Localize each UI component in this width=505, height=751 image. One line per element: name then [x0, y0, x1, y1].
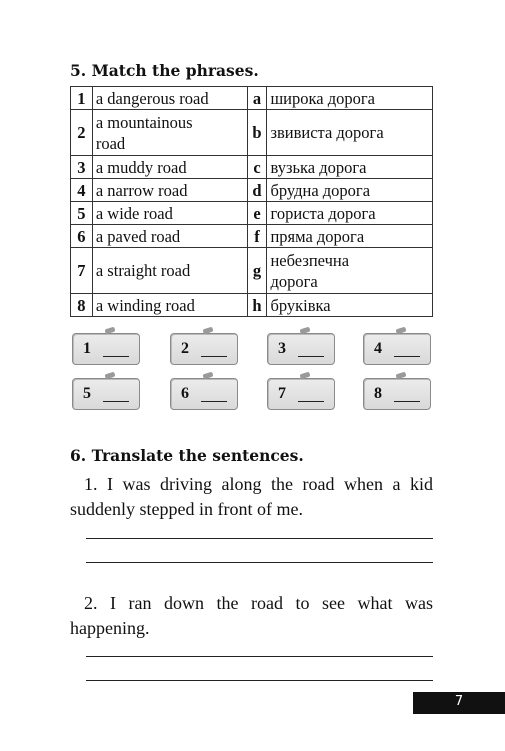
row-letter: g [247, 248, 267, 294]
ukrainian-phrase: пряма дорога [267, 225, 433, 248]
row-letter: e [247, 202, 267, 225]
pin-icon [104, 372, 115, 380]
card-number: 4 [374, 340, 382, 357]
answer-card [267, 378, 335, 410]
row-number: 8 [71, 294, 93, 317]
table-row [71, 156, 433, 179]
english-phrase: a wide road [92, 202, 247, 225]
english-phrase: a straight road [92, 248, 247, 294]
card-number: 6 [181, 385, 189, 402]
answer-blank[interactable] [394, 401, 420, 402]
pin-icon [395, 372, 406, 380]
table-row [71, 248, 433, 294]
card-number: 2 [181, 340, 189, 357]
answer-blank[interactable] [201, 356, 227, 357]
table-row [71, 179, 433, 202]
answer-blank[interactable] [298, 401, 324, 402]
pin-icon [395, 327, 406, 335]
ukrainian-phrase: брудна дорога [267, 179, 433, 202]
answer-line[interactable] [86, 680, 433, 681]
ukrainian-phrase: вузька дорога [267, 156, 433, 179]
exercise-5-title: 5. Match the phrases. [70, 61, 259, 80]
ukrainian-phrase: небезпечна дорога [267, 248, 433, 294]
answer-card [170, 333, 238, 365]
sentence-2: 2. I ran down the road to see what was happening. [70, 593, 433, 638]
row-letter: a [247, 87, 267, 110]
answer-card [170, 378, 238, 410]
row-number: 7 [71, 248, 93, 294]
english-phrase: a winding road [92, 294, 247, 317]
table-row [71, 87, 433, 110]
english-phrase: a narrow road [92, 179, 247, 202]
row-number: 2 [71, 110, 93, 156]
exercise-6-title: 6. Translate the sentences. [70, 446, 304, 465]
ukrainian-phrase: бруківка [267, 294, 433, 317]
card-number: 1 [83, 340, 91, 357]
row-number: 6 [71, 225, 93, 248]
english-phrase: a mountainous road [92, 110, 247, 156]
answer-blank[interactable] [298, 356, 324, 357]
row-number: 5 [71, 202, 93, 225]
table-row [71, 110, 433, 156]
card-number: 7 [278, 385, 286, 402]
sentence-1: 1. I was driving along the road when a kid suddenly stepped in front of me. [70, 474, 433, 519]
answer-blank[interactable] [201, 401, 227, 402]
card-number: 3 [278, 340, 286, 357]
pin-icon [299, 372, 310, 380]
answer-blank[interactable] [103, 401, 129, 402]
table-row [71, 202, 433, 225]
english-phrase: a muddy road [92, 156, 247, 179]
answer-blank[interactable] [394, 356, 420, 357]
table-row [71, 294, 433, 317]
answer-line[interactable] [86, 538, 433, 539]
answer-line[interactable] [86, 656, 433, 657]
page-number: 7 [454, 694, 464, 709]
page-number-box [413, 692, 505, 714]
answer-card [72, 333, 140, 365]
answer-card [72, 378, 140, 410]
pin-icon [299, 327, 310, 335]
answer-card [267, 333, 335, 365]
answer-card [363, 378, 431, 410]
ukrainian-phrase: широка дорога [267, 87, 433, 110]
answer-line[interactable] [86, 562, 433, 563]
match-table [70, 86, 433, 317]
english-phrase: a dangerous road [92, 87, 247, 110]
pin-icon [202, 327, 213, 335]
row-number: 3 [71, 156, 93, 179]
pin-icon [104, 327, 115, 335]
card-number: 5 [83, 385, 91, 402]
row-letter: c [247, 156, 267, 179]
row-letter: d [247, 179, 267, 202]
ukrainian-phrase: звивиста дорога [267, 110, 433, 156]
row-letter: b [247, 110, 267, 156]
row-number: 4 [71, 179, 93, 202]
answer-blank[interactable] [103, 356, 129, 357]
card-number: 8 [374, 385, 382, 402]
answer-card [363, 333, 431, 365]
row-letter: h [247, 294, 267, 317]
table-row [71, 225, 433, 248]
ukrainian-phrase: гориста дорога [267, 202, 433, 225]
pin-icon [202, 372, 213, 380]
english-phrase: a paved road [92, 225, 247, 248]
row-number: 1 [71, 87, 93, 110]
row-letter: f [247, 225, 267, 248]
